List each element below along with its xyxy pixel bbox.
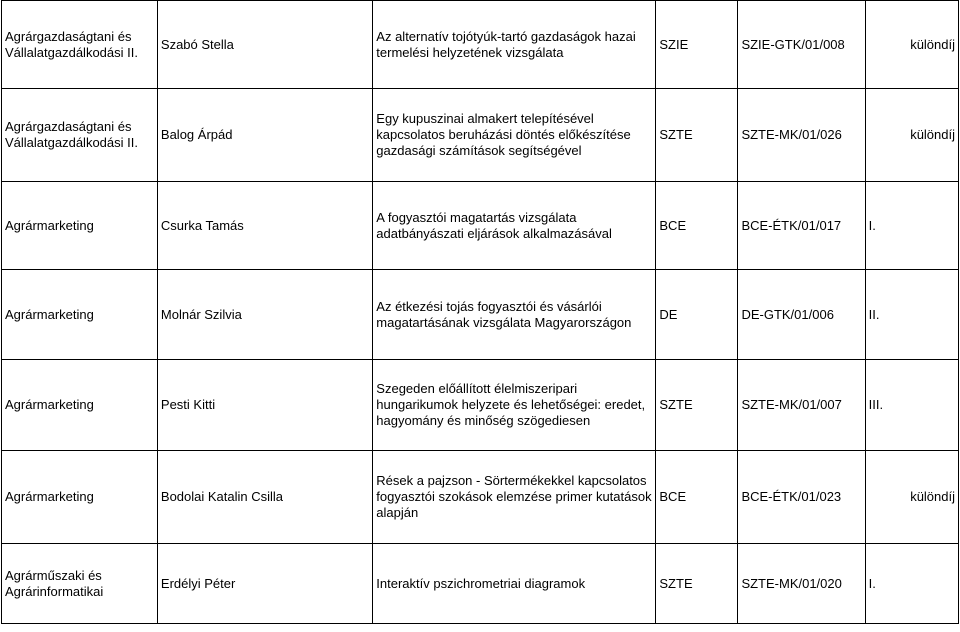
prize-cell: I. [865, 182, 958, 270]
category-cell: Agrármarketing [2, 270, 158, 360]
category-cell: Agrárgazdaságtani és Vállalatgazdálkodási II. [2, 89, 158, 182]
category-cell: Agrármarketing [2, 451, 158, 544]
code-cell: SZTE-MK/01/026 [738, 89, 865, 182]
table-row [2, 89, 959, 182]
prize-cell: különdíj [865, 1, 958, 89]
institution-cell: DE [656, 270, 738, 360]
table-row [2, 270, 959, 360]
institution-cell: BCE [656, 182, 738, 270]
author-cell: Erdélyi Péter [157, 544, 372, 624]
code-cell: SZIE-GTK/01/008 [738, 1, 865, 89]
prize-cell: I. [865, 544, 958, 624]
prize-cell: II. [865, 270, 958, 360]
author-cell: Balog Árpád [157, 89, 372, 182]
title-cell: Az étkezési tojás fogyasztói és vásárlói magatartásának vizsgálata Magyarországon [373, 270, 656, 360]
table-row [2, 182, 959, 270]
institution-cell: SZTE [656, 89, 738, 182]
code-cell: SZTE-MK/01/007 [738, 360, 865, 451]
prize-cell: III. [865, 360, 958, 451]
prize-cell: különdíj [865, 89, 958, 182]
code-cell: BCE-ÉTK/01/023 [738, 451, 865, 544]
results-table [1, 0, 959, 624]
prize-cell: különdíj [865, 451, 958, 544]
category-cell: Agrármarketing [2, 360, 158, 451]
institution-cell: SZTE [656, 544, 738, 624]
code-cell: DE-GTK/01/006 [738, 270, 865, 360]
title-cell: Rések a pajzson - Sörtermékekkel kapcsolatos fogyasztói szokások elemzése primer kutatások alapján [373, 451, 656, 544]
table-row [2, 451, 959, 544]
category-cell: Agrármarketing [2, 182, 158, 270]
code-cell: BCE-ÉTK/01/017 [738, 182, 865, 270]
title-cell: Egy kupuszinai almakert telepítésével kapcsolatos beruházási döntés előkészítése gazdasági számítások segítségével [373, 89, 656, 182]
title-cell: Szegeden előállított élelmiszeripari hungarikumok helyzete és lehetőségei: eredet, hagyomány és minőség szögediesen [373, 360, 656, 451]
category-cell: Agrárgazdaságtani és Vállalatgazdálkodási II. [2, 1, 158, 89]
institution-cell: SZTE [656, 360, 738, 451]
title-cell: Az alternatív tojótyúk-tartó gazdaságok hazai termelési helyzetének vizsgálata [373, 1, 656, 89]
author-cell: Molnár Szilvia [157, 270, 372, 360]
title-cell: A fogyasztói magatartás vizsgálata adatbányászati eljárások alkalmazásával [373, 182, 656, 270]
author-cell: Szabó Stella [157, 1, 372, 89]
code-cell: SZTE-MK/01/020 [738, 544, 865, 624]
author-cell: Bodolai Katalin Csilla [157, 451, 372, 544]
table-row [2, 544, 959, 624]
institution-cell: BCE [656, 451, 738, 544]
table-row [2, 360, 959, 451]
author-cell: Csurka Tamás [157, 182, 372, 270]
category-cell: Agrárműszaki és Agrárinformatikai [2, 544, 158, 624]
institution-cell: SZIE [656, 1, 738, 89]
table-row [2, 1, 959, 89]
author-cell: Pesti Kitti [157, 360, 372, 451]
title-cell: Interaktív pszichrometriai diagramok [373, 544, 656, 624]
